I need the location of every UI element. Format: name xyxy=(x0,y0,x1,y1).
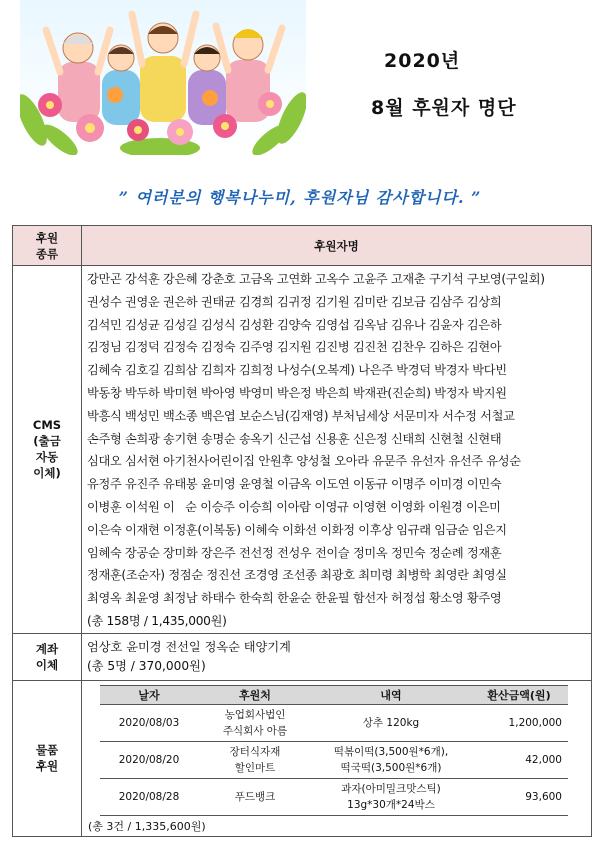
names-header: 후원자명 xyxy=(82,226,592,266)
cms-name-line: 강만곤 강석훈 강은혜 강춘호 고금옥 고연화 고옥수 고윤주 고재춘 구기석 구보영(구일회) xyxy=(87,272,545,286)
account-label-text: 계좌 이체 xyxy=(35,641,59,672)
goods-detail: 상추 120kg xyxy=(312,704,470,741)
cms-name-line: 정재훈(조순자) 정점순 정진선 조경영 조선종 최광호 최미령 최병학 최영란 최영실 xyxy=(87,568,507,583)
goods-header-donor: 후원처 xyxy=(198,685,312,704)
goods-row xyxy=(100,778,568,815)
goods-table xyxy=(100,685,568,816)
goods-amount: 93,600 xyxy=(470,778,568,815)
cms-name-line: 심대오 심서현 아기천사어린이집 안원후 양성철 오아라 유문주 유선자 유선주 유성순 xyxy=(87,454,521,469)
account-names: 엄상호 윤미경 전선일 정옥순 태양기계 xyxy=(87,639,291,654)
goods-row xyxy=(100,704,568,741)
goods-label-text: 물품 후원 xyxy=(35,743,59,774)
goods-donor: 농업회사법인 주식회사 아름 xyxy=(198,704,312,741)
goods-amount: 42,000 xyxy=(470,741,568,778)
goods-label xyxy=(13,680,82,836)
goods-detail: 과자(아미밀크맛스틱) 13g*30개*24박스 xyxy=(312,778,470,815)
cms-name-line: 김정님 김정덕 김정숙 김정숙 김주영 김지원 김진병 김진천 김찬우 김하은 김현아 xyxy=(87,340,502,355)
cms-name-line: 손주형 손희광 송기현 송명순 송옥기 신근섭 신용훈 신은정 신태희 신현철 신현태 xyxy=(87,431,502,446)
type-header-text: 후원 종류 xyxy=(35,230,59,261)
goods-cell xyxy=(82,680,592,836)
goods-date: 2020/08/20 xyxy=(100,741,198,778)
cms-label xyxy=(13,266,82,634)
goods-amount: 1,200,000 xyxy=(470,704,568,741)
goods-header-date: 날자 xyxy=(100,685,198,704)
year-title: 2020년 xyxy=(384,50,461,72)
account-cell xyxy=(82,633,592,680)
cms-name-line: 박흥식 백성민 백소종 백은엽 보순스님(김재영) 부처님세상 서문미자 서수정 서철교 xyxy=(87,408,515,423)
header-illustration xyxy=(20,0,306,155)
cms-name-line: 김혜숙 김호길 김희삼 김희자 김희정 나성수(오복계) 나은주 박경덕 박경자 박다빈 xyxy=(87,363,507,378)
goods-date: 2020/08/03 xyxy=(100,704,198,741)
cms-name-line: 임혜숙 장공순 장미화 장은주 전선정 전성우 전이슬 정미옥 정민숙 정순례 정재훈 xyxy=(87,545,502,560)
cms-name-line: 김석민 김성균 김성길 김성식 김성환 김양숙 김영섭 김옥남 김유나 김윤자 김은하 xyxy=(87,317,502,332)
goods-total: (총 3건 / 1,335,600원) xyxy=(88,819,206,833)
goods-donor: 푸드뱅크 xyxy=(198,778,312,815)
cms-name-line: 이병훈 이석원 이 순 이승주 이승희 이아람 이영규 이영현 이영화 이원경 이은미 xyxy=(87,499,501,514)
account-label xyxy=(13,633,82,680)
cms-name-line: 박동창 박두하 박미현 박아영 박영미 박은정 박은희 박재관(진순희) 박정자 박지원 xyxy=(87,385,507,400)
cms-total: (총 158명 / 1,435,000원) xyxy=(87,613,227,628)
cms-name-line: 이은숙 이재현 이정훈(이복동) 이혜숙 이화선 이화정 이후상 임규래 임금순 임은지 xyxy=(87,522,507,537)
donor-table xyxy=(12,225,592,837)
goods-header-amount: 환산금액(원) xyxy=(470,685,568,704)
goods-donor: 장터식자재 할인마트 xyxy=(198,741,312,778)
cms-name-line: 최영옥 최윤영 최정남 하태수 한숙희 한윤순 한윤필 함선자 허정섭 황소영 황주영 xyxy=(87,591,502,606)
goods-date: 2020/08/28 xyxy=(100,778,198,815)
account-total: (총 5명 / 370,000원) xyxy=(87,658,206,673)
type-header xyxy=(13,226,82,266)
thank-you-slogan: ” 여러분의 행복나누미, 후원자님 감사합니다. ” xyxy=(118,188,482,207)
goods-header-detail: 내역 xyxy=(312,685,470,704)
people-cheering-illustration xyxy=(20,0,306,155)
cms-names-cell xyxy=(82,266,592,634)
cms-name-line: 유정주 유진주 유태봉 윤미영 윤영철 이금옥 이도연 이동규 이명주 이미경 이민숙 xyxy=(87,477,502,492)
cms-name-line: 권성수 권영운 권은하 권태균 김경희 김귀정 김기원 김미란 김보금 김삼주 김상희 xyxy=(87,294,502,309)
month-title: 8월 후원자 명단 xyxy=(371,97,517,119)
goods-detail: 떡볶이떡(3,500원*6개), 떡국떡(3,500원*6개) xyxy=(312,741,470,778)
goods-row xyxy=(100,741,568,778)
cms-label-text: CMS (출금 자동 이체) xyxy=(32,418,62,481)
